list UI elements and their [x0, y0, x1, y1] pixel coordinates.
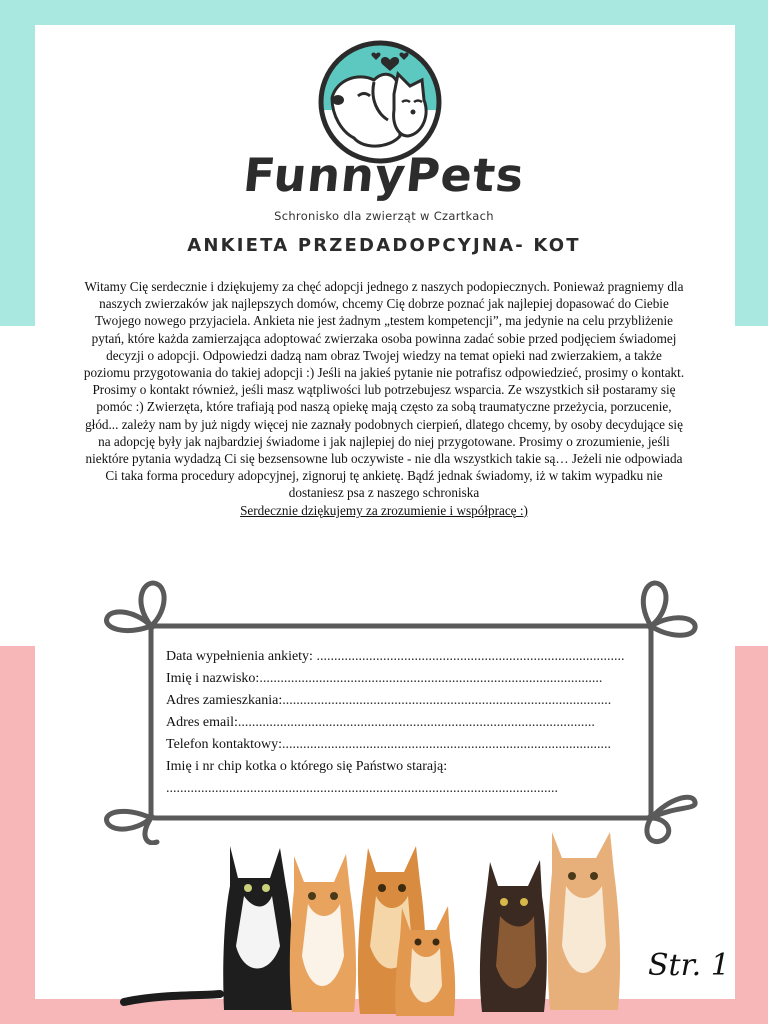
page-title: ANKIETA PRZEDADOPCYJNA- KOT	[187, 235, 581, 256]
name-field[interactable]: ..................................................................................................	[259, 671, 603, 686]
brand-tagline: Schronisko dla zwierząt w Czartkach	[274, 209, 494, 223]
name-label: Imię i nazwisko:	[166, 671, 260, 686]
date-field[interactable]: ........................................................................................	[316, 649, 625, 664]
brand-name: FunnyPets	[240, 148, 528, 202]
email-field[interactable]: ......................................................................................................	[237, 715, 595, 730]
phone-label: Telefon kontaktowy:	[166, 737, 283, 752]
phone-field[interactable]: ..............................................................................................	[282, 737, 612, 752]
chip-label: Imię i nr chip kotka o którego się Państwo starają:	[166, 759, 448, 774]
chip-field[interactable]: ................................................................................................................	[166, 781, 558, 796]
email-label: Adres email:	[166, 715, 238, 730]
form-row-name[interactable]	[166, 668, 656, 690]
thanks-line: Serdecznie dziękujemy za zrozumienie i współpracę :)	[240, 502, 528, 518]
intro-paragraph: Witamy Cię serdecznie i dziękujemy za chęć adopcji jednego z naszych podopiecznych. Ponieważ pragniemy dla naszych zwierzaków jak najlepszych domów, chcemy Cię dobrze poznać jak najlepiej dopasować do Ciebie Twojego nowego przyjaciela. Ankieta nie jest żadnym „testem kompetencji”, ma jedynie na celu przybliżenie pytań, które każda zamierzająca adoptować zwierzaka osoba powinna zadać sobie przed podjęciem świadomej decyzji o adopcji. Odpowiedzi dadzą nam obraz Twojej wiedzy na temat opieki nad zwierzakiem, a także poziomu przygotowania do takiej adopcji :) Jeśli na jakieś pytanie nie potrafisz odpowiedzieć, prosimy o kontakt. Prosimy o kontakt również, jeśli masz wątpliwości lub potrzebujesz wsparcia. Ze wszystkich sił postaramy się pomóc :) Zwierzęta, które trafiają pod naszą opiekę mają często za sobą traumatyczne przeżycia, porzucenie, głód... zależy nam by już nigdy więcej nie zaznały podobnych cierpień, dlatego chcemy, by osoby decydujące się na adopcję były jak najbardziej świadome i jak najlepiej do niej przygotowane. Prosimy o zrozumienie, jeśli niektóre pytania wydadzą Ci się bezsensowne lub oczywiste - nie dla wszystkich takie są… Jeżeli nie odpowiada Ci taka forma procedury adopcyjnej, zignoruj tę ankietę. Bądź jednak świadomy, iż w takim wypadku nie dostaniesz psa z naszego schroniska	[83, 279, 685, 501]
applicant-info-form	[166, 646, 656, 800]
form-row-chip-label	[166, 756, 656, 778]
kittens-photo-icon	[120, 826, 640, 1018]
address-field[interactable]: ..............................................................................................	[282, 693, 612, 708]
dog-and-cat-logo-icon	[318, 40, 442, 164]
form-row-phone[interactable]	[166, 734, 656, 756]
form-row-date[interactable]	[166, 646, 656, 668]
form-row-chip-value[interactable]	[166, 778, 656, 800]
address-label: Adres zamieszkania:	[166, 693, 283, 708]
date-label: Data wypełnienia ankiety:	[166, 649, 317, 664]
intro-text-block	[82, 278, 686, 519]
form-row-email[interactable]	[166, 712, 656, 734]
form-row-address[interactable]	[166, 690, 656, 712]
page-number: Str. 1	[648, 948, 730, 983]
